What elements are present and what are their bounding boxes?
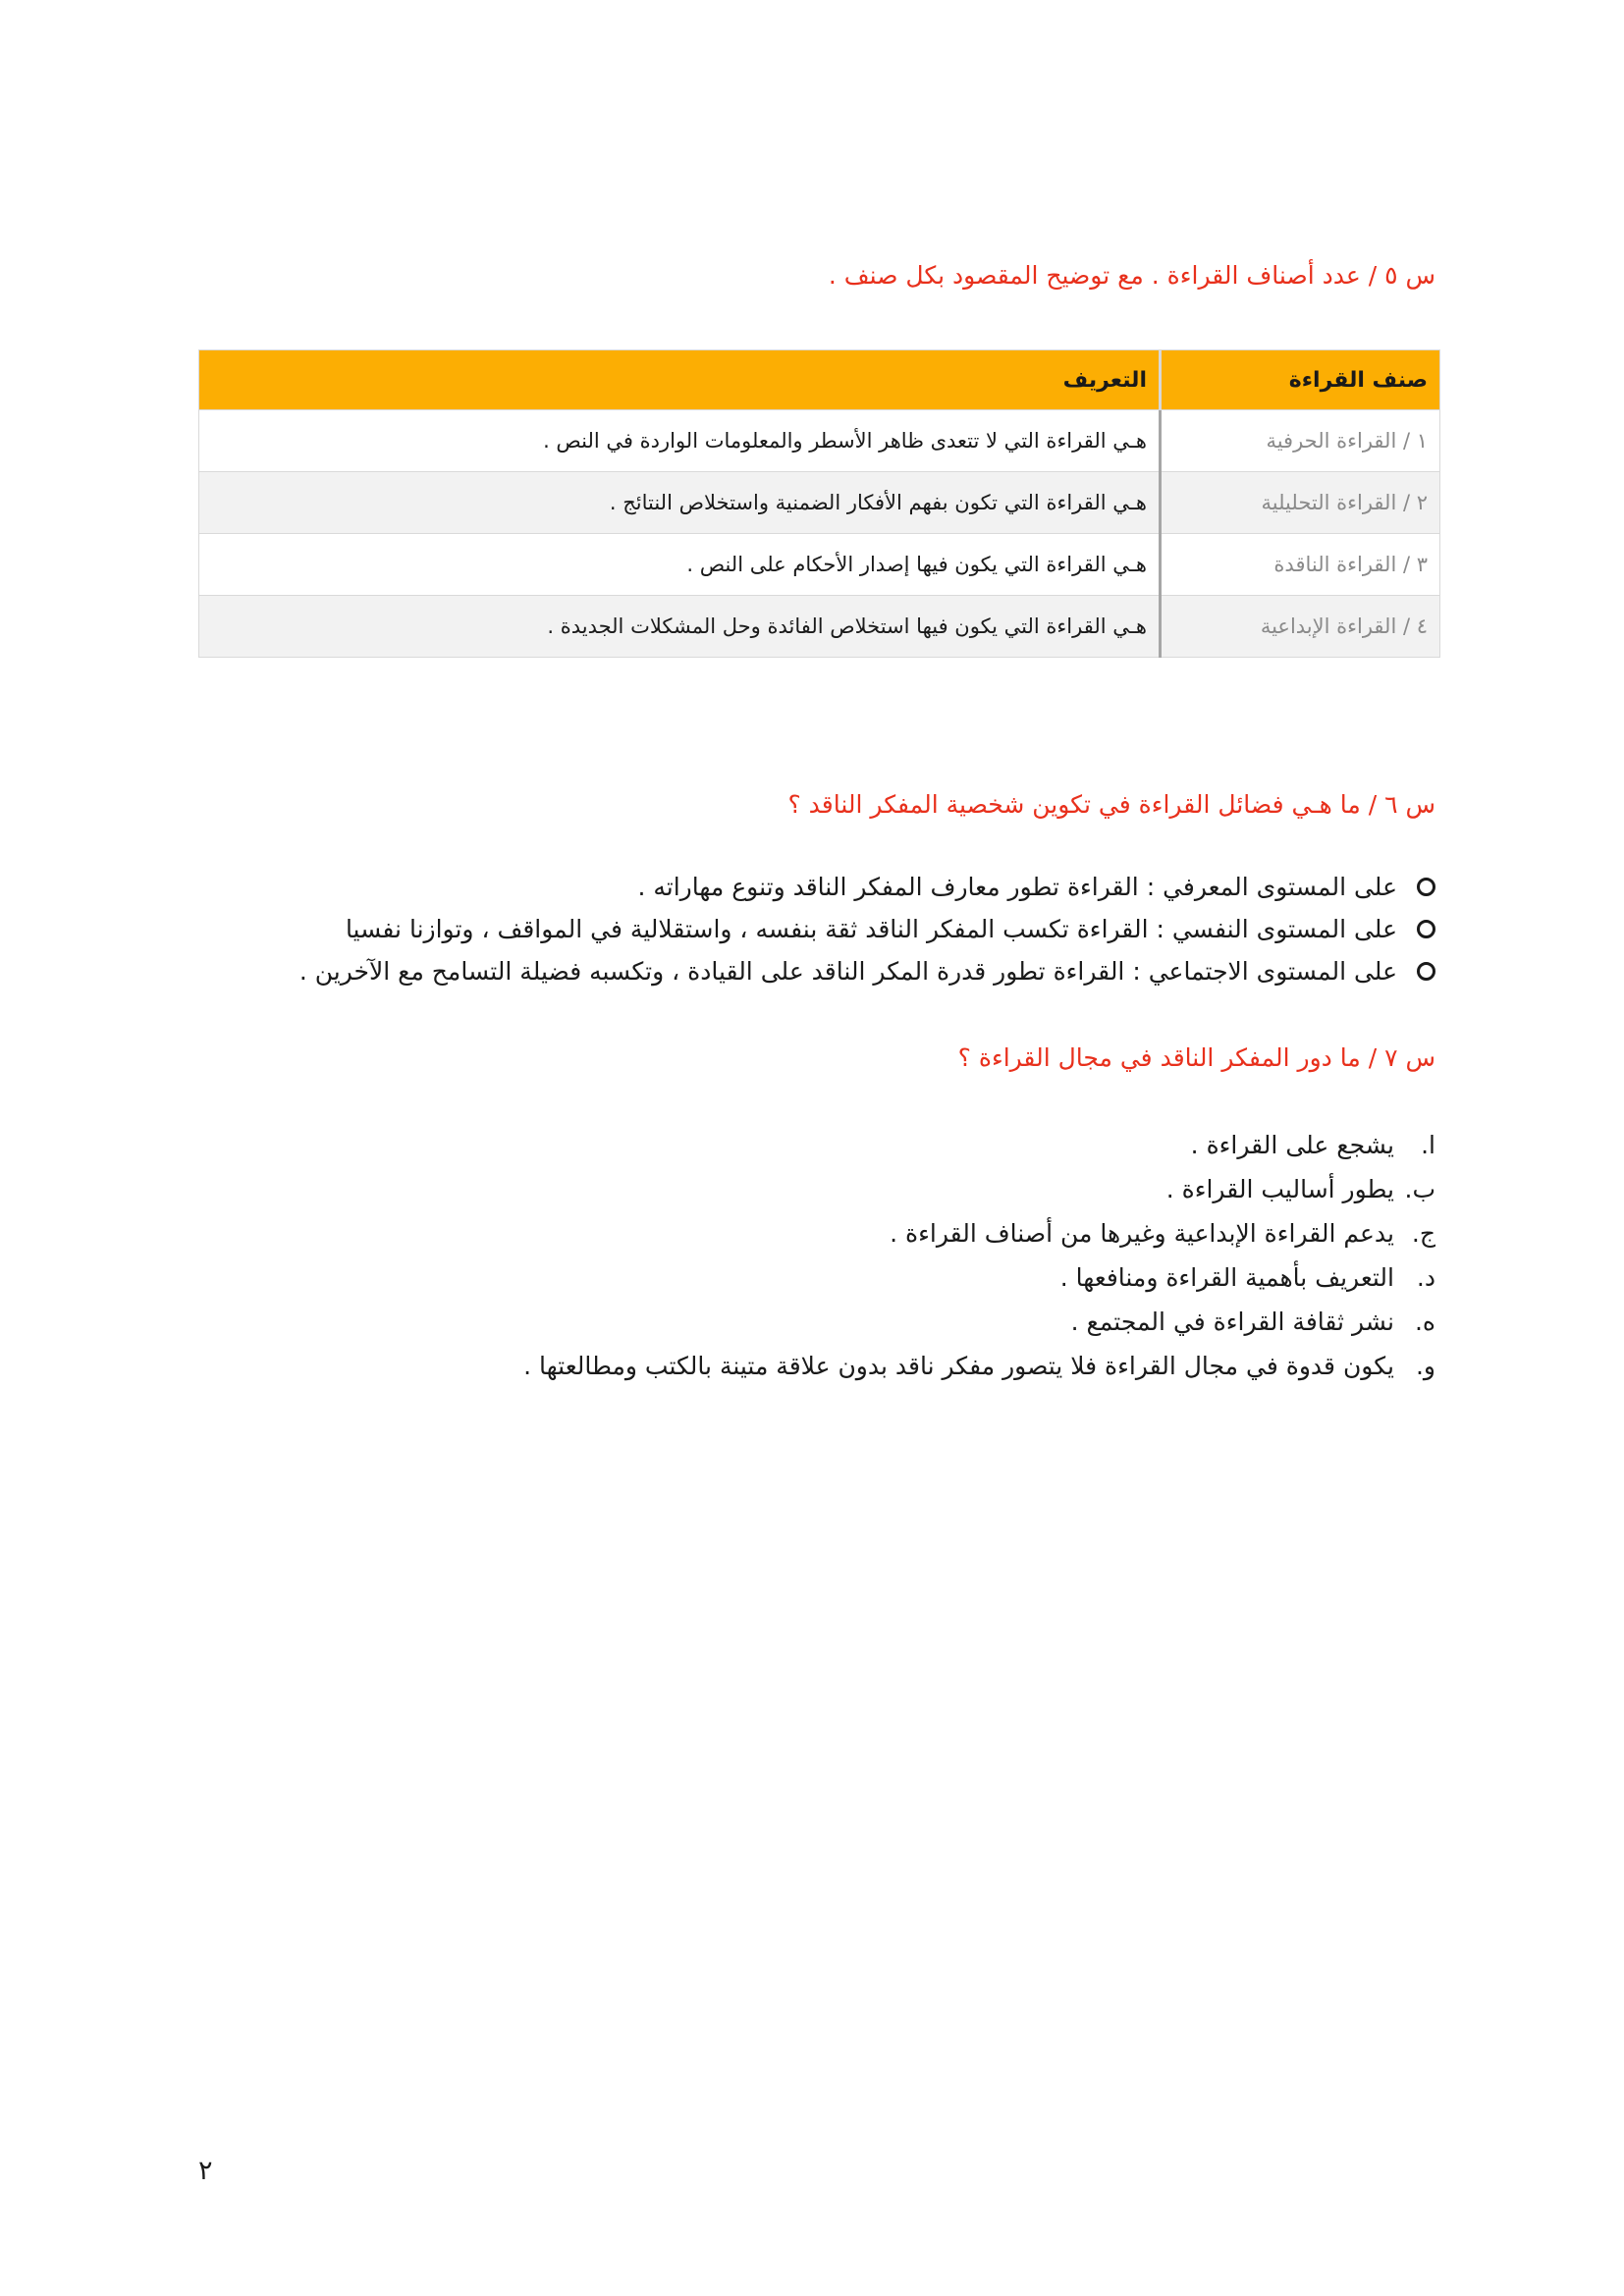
reading-virtues-list xyxy=(299,866,1435,992)
table-header-row xyxy=(199,350,1440,410)
list-item-text: نشر ثقافة القراءة في المجتمع . xyxy=(1070,1308,1394,1336)
question-6-title: س ٦ / ما هـي فضائل القراءة في تكوين شخصية المفكر الناقد ؟ xyxy=(787,790,1435,819)
list-marker: د. xyxy=(1416,1263,1435,1292)
question-5-title: س ٥ / عدد أصناف القراءة . مع توضيح المقصود بكل صنف . xyxy=(828,261,1435,290)
list-item-text: يشجع على القراءة . xyxy=(1190,1131,1394,1159)
table-row xyxy=(199,472,1440,534)
reading-type-cell: ٢ / القراءة التحليلية xyxy=(1161,472,1440,534)
reading-type-cell: ٣ / القراءة الناقدة xyxy=(1161,534,1440,596)
reading-types-table xyxy=(198,349,1440,658)
page-number: ٢ xyxy=(198,2156,213,2186)
list-item xyxy=(299,866,1435,908)
list-item xyxy=(299,950,1435,992)
list-marker: ب. xyxy=(1404,1175,1435,1203)
question-7-title: س ٧ / ما دور المفكر الناقد في مجال القراءة ؟ xyxy=(957,1043,1435,1072)
list-marker: و. xyxy=(1415,1352,1435,1380)
header-reading-type: صنف القراءة xyxy=(1161,350,1440,410)
list-item xyxy=(523,1300,1435,1344)
list-item xyxy=(523,1344,1435,1388)
definition-cell: هـي القراءة التي يكون فيها استخلاص الفائدة وحل المشكلات الجديدة . xyxy=(199,596,1161,658)
list-item-text: يدعم القراءة الإبداعية وغيرها من أصناف القراءة . xyxy=(890,1219,1394,1248)
table-row xyxy=(199,410,1440,472)
list-item xyxy=(523,1123,1435,1167)
definition-cell: هـي القراءة التي لا تتعدى ظاهر الأسطر والمعلومات الواردة في النص . xyxy=(199,410,1161,472)
list-item-text: على المستوى النفسي : القراءة تكسب المفكر الناقد ثقة بنفسه ، واستقلالية في المواقف ، وتوازنا نفسيا xyxy=(345,915,1397,943)
definition-cell: هـي القراءة التي يكون فيها إصدار الأحكام على النص . xyxy=(199,534,1161,596)
list-marker: ج. xyxy=(1411,1219,1435,1248)
circle-bullet-icon xyxy=(1417,878,1435,896)
list-item xyxy=(523,1211,1435,1255)
list-item xyxy=(523,1167,1435,1211)
list-item-text: يكون قدوة في مجال القراءة فلا يتصور مفكر ناقد بدون علاقة متينة بالكتب ومطالعتها . xyxy=(523,1352,1394,1380)
reading-type-cell: ٤ / القراءة الإبداعية xyxy=(1161,596,1440,658)
list-item-text: على المستوى الاجتماعي : القراءة تطور قدرة المكر الناقد على القيادة ، وتكسبه فضيلة التسامح مع الآخرين . xyxy=(298,957,1397,986)
list-item-text: يطور أساليب القراءة . xyxy=(1165,1175,1394,1203)
list-marker: ه. xyxy=(1414,1308,1435,1336)
list-marker: ا. xyxy=(1421,1131,1435,1159)
list-item xyxy=(299,908,1435,950)
circle-bullet-icon xyxy=(1417,920,1435,938)
critic-roles-list xyxy=(523,1123,1435,1388)
reading-type-cell: ١ / القراءة الحرفية xyxy=(1161,410,1440,472)
table-row xyxy=(199,596,1440,658)
table-row xyxy=(199,534,1440,596)
list-item-text: التعريف بأهمية القراءة ومنافعها . xyxy=(1059,1263,1394,1292)
list-item-text: على المستوى المعرفي : القراءة تطور معارف المفكر الناقد وتنوع مهاراته . xyxy=(637,873,1397,901)
header-definition: التعريف xyxy=(199,350,1161,410)
circle-bullet-icon xyxy=(1417,962,1435,981)
definition-cell: هـي القراءة التي تكون بفهم الأفكار الضمنية واستخلاص النتائج . xyxy=(199,472,1161,534)
list-item xyxy=(523,1255,1435,1300)
